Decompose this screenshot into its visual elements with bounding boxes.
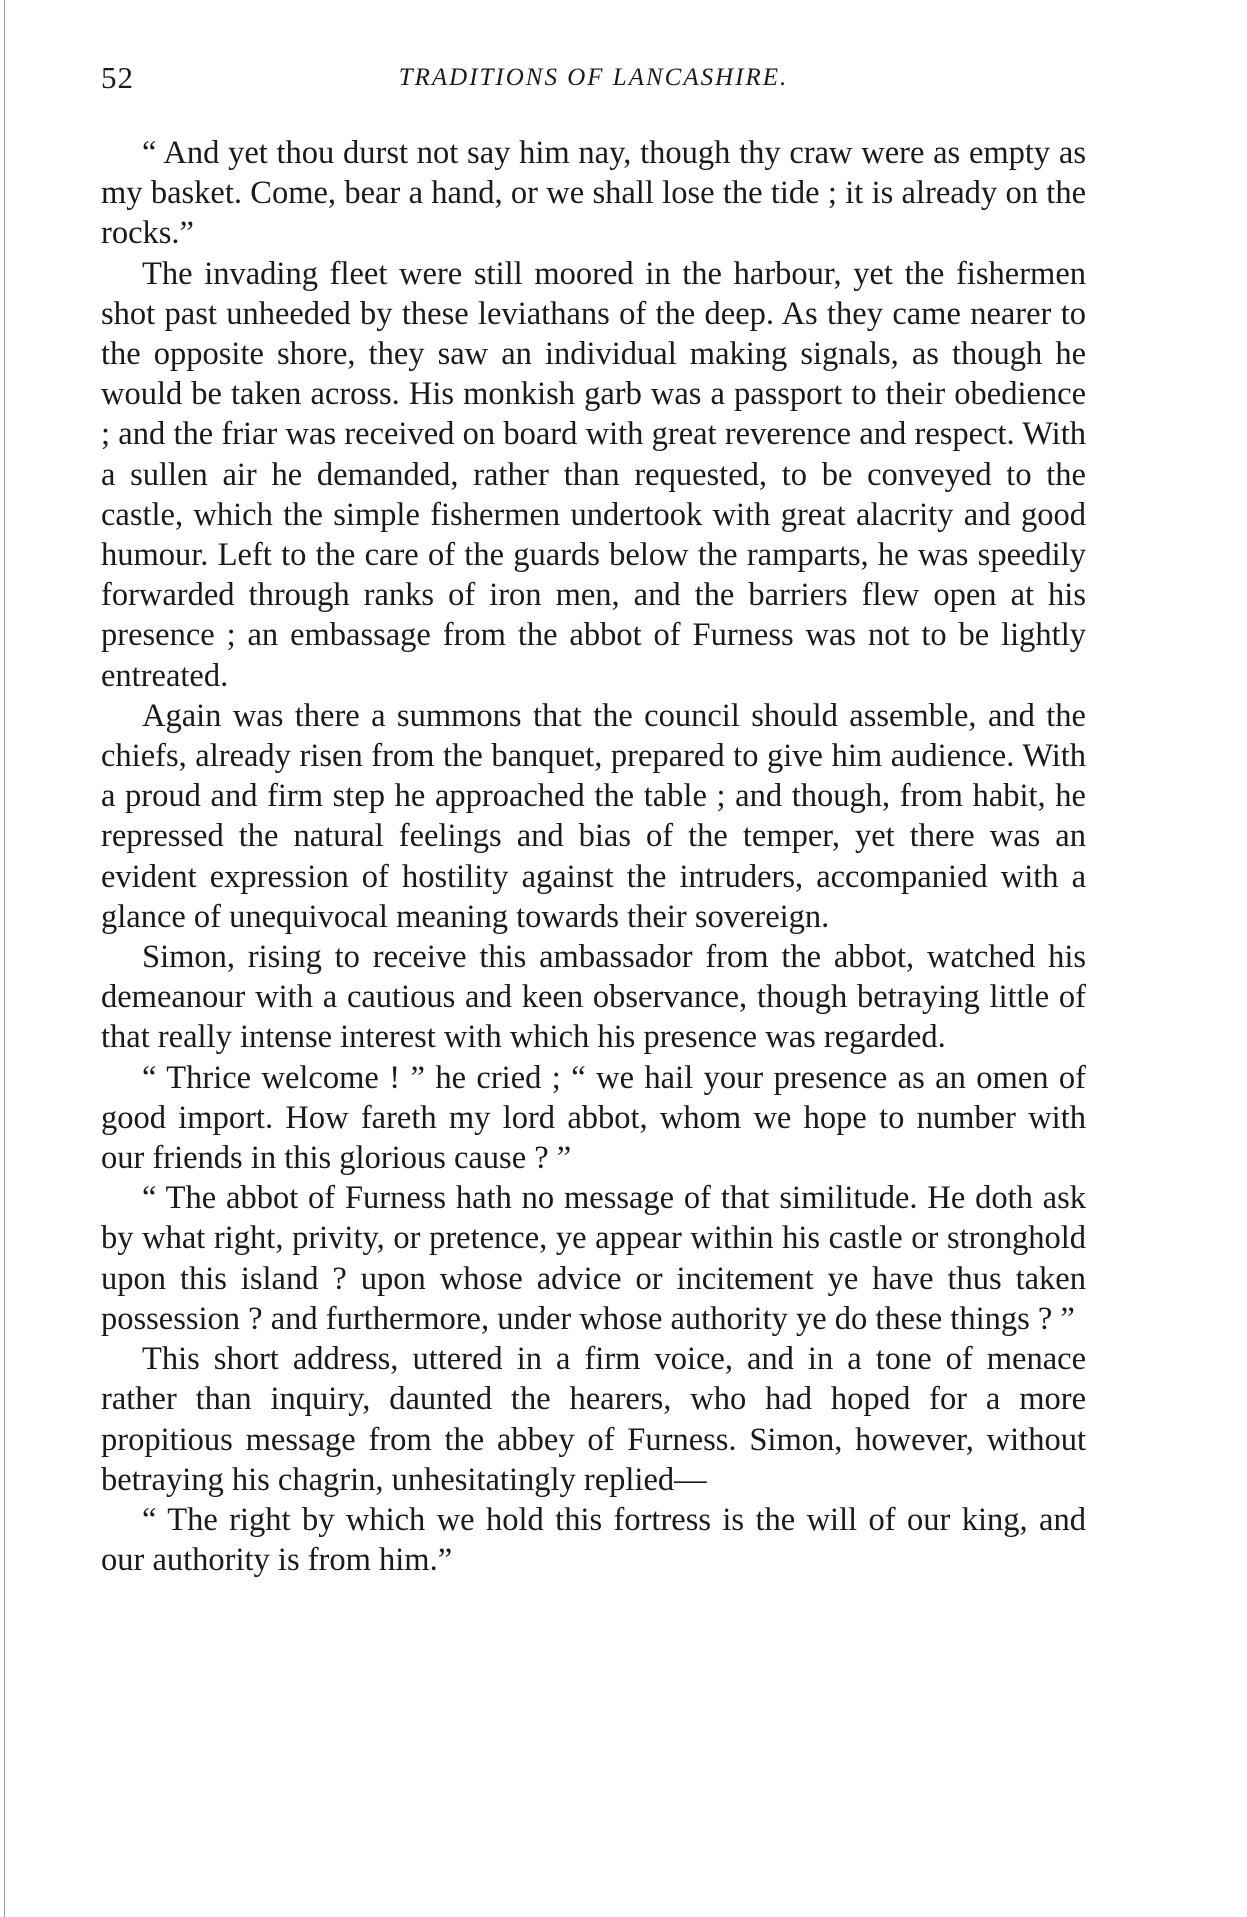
paragraph-hearers-daunted: This short address, uttered in a firm voice, and in a tone of menace rather than inquiry, daunted the hearers, who had hoped for a more propitious message from the abbey of Furness. Simon, however, without betraying his chagrin, unhesitatingly replied—: [101, 1341, 1086, 1498]
paragraph-simon-welcome: “ Thrice welcome ! ” he cried ; “ we hail your presence as an omen of good import. How fareth my lord abbot, whom we hope to number with our friends in this glorious cause ? ”: [101, 1059, 1086, 1177]
body-text: [101, 133, 1086, 1580]
paragraph-simon-rises: Simon, rising to receive this ambassador from the abbot, watched his demeanour with a cautious and keen observance, though betraying little of that really intense interest with which his presence was regarded.: [101, 939, 1086, 1056]
paragraph-council-assembles: Again was there a summons that the council should assemble, and the chiefs, already risen from the banquet, prepared to give him audience. With a proud and firm step he approached the table ; and though, from habit, he repressed the natural feelings and bias of the temper, yet there was an evident expression of hostility against the intruders, accompanied with a glance of unequivocal meaning towards their sovereign.: [101, 697, 1086, 935]
paragraph-fisherman-reply: “ And yet thou durst not say him nay, though thy craw were as empty as my basket. Come, bear a hand, or we shall lose the tide ; it is already on the rocks.”: [101, 135, 1086, 252]
book-title: TRADITIONS OF LANCASHIRE.: [398, 64, 789, 91]
paragraph-abbot-message: “ The abbot of Furness hath no message of that similitude. He doth ask by what right, privity, or pretence, ye appear within his castle or stronghold upon this island ? upon whose advice or incitement ye have thus taken possession ? and furthermore, under whose authority ye do these things ? ”: [101, 1180, 1086, 1337]
page-edge-rule: [4, 0, 5, 1917]
paragraph-simon-reply: “ The right by which we hold this fortress is the will of our king, and our authority is from him.”: [101, 1501, 1086, 1579]
running-head: [101, 58, 1086, 98]
paragraph-friar-crossing: The invading fleet were still moored in the harbour, yet the fishermen shot past unheeded by these leviathans of the deep. As they came nearer to the opposite shore, they saw an individual making signals, as though he would be taken across. His monkish garb was a passport to their obedience ; and the friar was received on board with great reverence and respect. With a sullen air he demanded, rather than requested, to be conveyed to the castle, which the simple fishermen undertook with great alacrity and good humour. Left to the care of the guards below the ramparts, he was speedily forwarded through ranks of iron men, and the barriers flew open at his presence ; an embassage from the abbot of Furness was not to be lightly entreated.: [101, 255, 1086, 694]
page-number: 52: [101, 60, 134, 95]
